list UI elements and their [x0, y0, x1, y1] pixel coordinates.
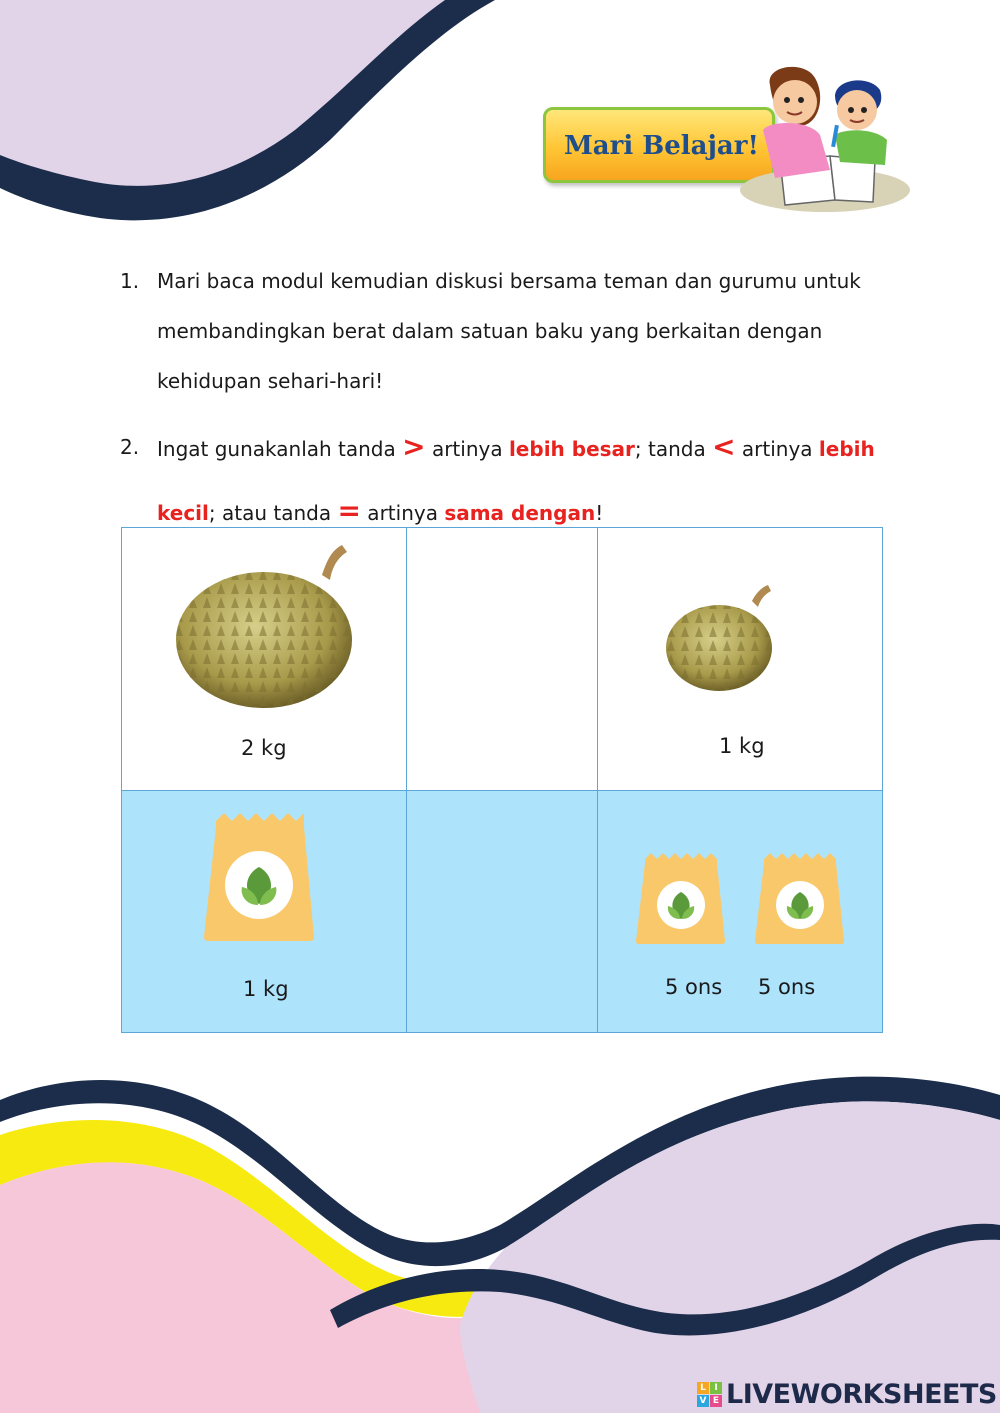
instruction-text: Mari baca modul kemudian diskusi bersama teman dan gurumu untuk membandingkan berat dalam satuan baku yang berkaitan dengan kehidupan sehari-hari! [157, 269, 861, 393]
instruction-item-1 [120, 256, 910, 406]
weight-label: 5 ons [665, 975, 723, 999]
logo-letter: V [697, 1395, 709, 1407]
equal-meaning: sama dengan [444, 501, 596, 525]
seed-bag-icon [202, 809, 317, 944]
less-meaning: lebih kecil [157, 437, 875, 525]
comparison-table [121, 527, 883, 1033]
weight-label: 5 ons [758, 975, 816, 999]
seed-bag-icon [635, 851, 727, 946]
logo-mark-icon [697, 1382, 722, 1407]
badge-title: Mari Belajar! [564, 131, 759, 161]
liveworksheets-logo [697, 1377, 997, 1411]
logo-letter: E [710, 1395, 722, 1407]
logo-letter: I [710, 1382, 722, 1394]
instruction-text: artinya [425, 437, 509, 461]
item-number: 1. [120, 269, 140, 293]
instruction-text: ! [595, 501, 604, 525]
instruction-text: Ingat gunakanlah tanda [157, 437, 403, 461]
weight-label: 1 kg [243, 977, 289, 1001]
durian-large-icon [172, 540, 362, 710]
instruction-text: artinya [360, 501, 445, 525]
instruction-text: ; tanda [634, 437, 713, 461]
greater-meaning: lebih besar [508, 437, 635, 461]
item-number: 2. [120, 435, 140, 459]
logo-letter: L [697, 1382, 709, 1394]
cell-two-bags [597, 790, 883, 1033]
weight-label: 1 kg [719, 734, 765, 758]
less-than-symbol: < [712, 430, 736, 463]
answer-cell-row1[interactable] [406, 527, 598, 791]
answer-cell-row2[interactable] [406, 790, 598, 1033]
weight-label: 2 kg [241, 736, 287, 760]
instruction-text: ; atau tanda [208, 501, 338, 525]
instruction-text: artinya [735, 437, 819, 461]
greater-than-symbol: > [402, 430, 426, 463]
durian-small-icon [664, 583, 784, 693]
equal-symbol: = [337, 494, 361, 527]
kids-reading-illustration [735, 60, 910, 220]
instruction-item-2 [120, 416, 910, 544]
cell-big-durian [121, 527, 407, 791]
cell-one-bag [121, 790, 407, 1033]
cell-small-durian [597, 527, 883, 791]
bottom-decoration [0, 1060, 1000, 1413]
instructions [120, 256, 910, 544]
brand-name: LIVEWORKSHEETS [726, 1378, 997, 1410]
seed-bag-icon [754, 851, 846, 946]
